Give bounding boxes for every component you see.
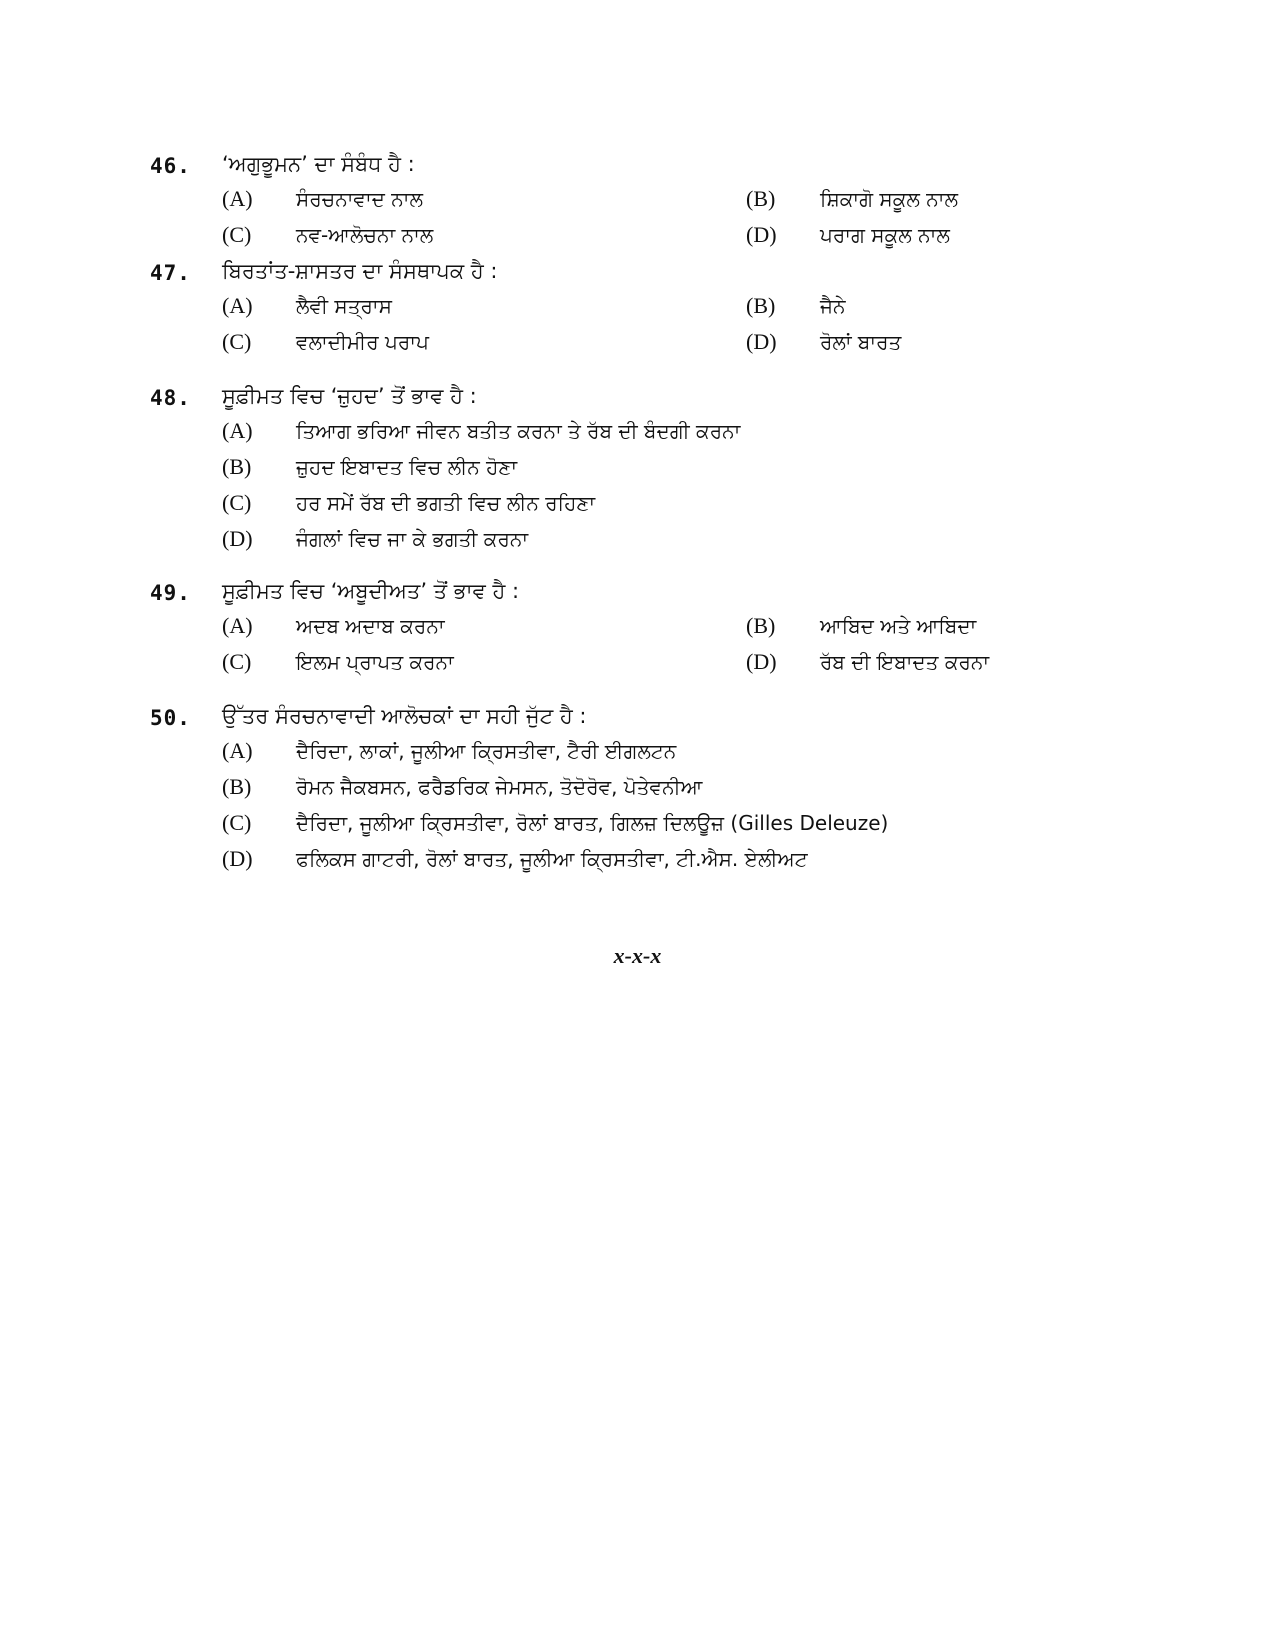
question-number: 47. — [150, 261, 191, 285]
option-text: ਵਲਾਦੀਮੀਰ ਪਰਾਪ — [296, 330, 429, 354]
question-text: ਸੂਫ਼ੀਮਤ ਵਿਚ ‘ਅਬੂਦੀਅਤ’ ਤੋਂ ਭਾਵ ਹੈ : — [222, 579, 520, 603]
option-label: (C) — [222, 222, 252, 247]
option-label: (A) — [222, 293, 253, 318]
option-label: (D) — [746, 222, 777, 247]
option-label: (C) — [222, 810, 252, 835]
option-text: ਇਲਮ ਪ੍ਰਾਪਤ ਕਰਨਾ — [296, 650, 454, 674]
option-label: (C) — [222, 490, 252, 515]
question-number: 46. — [150, 154, 191, 178]
option-text: ਸੰਰਚਨਾਵਾਦ ਨਾਲ — [296, 187, 423, 211]
option-text: ਅਦਬ ਅਦਾਬ ਕਰਨਾ — [296, 614, 445, 638]
question-number: 48. — [150, 386, 191, 410]
option-text: ਜ਼ੁਹਦ ਇਬਾਦਤ ਵਿਚ ਲੀਨ ਹੋਣਾ — [296, 455, 518, 479]
option-text: ਸ਼ਿਕਾਗੋ ਸਕੂਲ ਨਾਲ — [820, 187, 958, 211]
option-text: ਦੈਰਿਦਾ, ਲਾਕਾਂ, ਜੂਲੀਆ ਕ੍ਰਿਸਤੀਵਾ, ਟੈਰੀ ਈਗਲਟਨ — [296, 739, 677, 763]
option-label: (B) — [222, 454, 252, 479]
option-label: (B) — [746, 293, 776, 318]
option-text: ਜੈਨੇ — [820, 294, 846, 318]
option-label: (D) — [222, 846, 253, 871]
option-text: ਫਲਿਕਸ ਗਾਟਰੀ, ਰੋਲਾਂ ਬਾਰਤ, ਜੂਲੀਆ ਕ੍ਰਿਸਤੀਵਾ, ਟੀ.ਐਸ. ਏਲੀਅਟ — [296, 847, 808, 871]
option-label: (B) — [222, 774, 252, 799]
option-text: ਹਰ ਸਮੇਂ ਰੱਬ ਦੀ ਭਗਤੀ ਵਿਚ ਲੀਨ ਰਹਿਣਾ — [296, 491, 596, 515]
question-text: ਸੂਫ਼ੀਮਤ ਵਿਚ ‘ਜ਼ੁਹਦ’ ਤੋਂ ਭਾਵ ਹੈ : — [222, 384, 477, 408]
option-label: (C) — [222, 329, 252, 354]
option-label: (D) — [746, 649, 777, 674]
option-text: ਦੈਰਿਦਾ, ਜੂਲੀਆ ਕ੍ਰਿਸਤੀਵਾ, ਰੋਲਾਂ ਬਾਰਤ, ਗਿਲਜ਼ ਦਿਲਊਜ਼ (Gilles Deleuze) — [296, 811, 889, 835]
option-label: (A) — [222, 613, 253, 638]
question-number: 50. — [150, 706, 191, 730]
option-text: ਆਬਿਦ ਅਤੇ ਆਬਿਦਾ — [820, 614, 977, 638]
option-label: (A) — [222, 418, 253, 443]
option-text: ਰੋਲਾਂ ਬਾਰਤ — [820, 330, 902, 354]
option-label: (B) — [746, 613, 776, 638]
question-text: ‘ਅਗੁਭੂਮਨ’ ਦਾ ਸੰਬੰਧ ਹੈ : — [222, 152, 415, 176]
option-label: (B) — [746, 186, 776, 211]
option-label: (D) — [222, 526, 253, 551]
option-label: (D) — [746, 329, 777, 354]
option-text: ਰੱਬ ਦੀ ਇਬਾਦਤ ਕਰਨਾ — [820, 650, 990, 674]
question-text: ਉੱਤਰ ਸੰਰਚਨਾਵਾਦੀ ਆਲੋਚਕਾਂ ਦਾ ਸਹੀ ਜੁੱਟ ਹੈ : — [222, 704, 587, 728]
option-text: ਪਰਾਗ ਸਕੂਲ ਨਾਲ — [820, 223, 950, 247]
question-text: ਬਿਰਤਾਂਤ-ਸ਼ਾਸਤਰ ਦਾ ਸੰਸਥਾਪਕ ਹੈ : — [222, 259, 498, 283]
option-text: ਜੰਗਲਾਂ ਵਿਚ ਜਾ ਕੇ ਭਗਤੀ ਕਰਨਾ — [296, 527, 529, 551]
option-text: ਰੋਮਨ ਜੈਕਬਸਨ, ਫਰੈਡਰਿਕ ਜੇਮਸਨ, ਤੋਦੋਰੋਵ, ਪੋਤੇਵਨੀਆ — [296, 775, 703, 799]
end-mark: x-x-x — [613, 943, 662, 968]
option-label: (A) — [222, 186, 253, 211]
option-text: ਨਵ-ਆਲੋਚਨਾ ਨਾਲ — [296, 223, 434, 247]
option-text: ਲੈਵੀ ਸਤ੍ਰਾਸ — [296, 294, 392, 318]
question-number: 49. — [150, 581, 191, 605]
option-text: ਤਿਆਗ ਭਰਿਆ ਜੀਵਨ ਬਤੀਤ ਕਰਨਾ ਤੇ ਰੱਬ ਦੀ ਬੰਦਗੀ ਕਰਨਾ — [296, 419, 741, 443]
option-label: (C) — [222, 649, 252, 674]
option-label: (A) — [222, 738, 253, 763]
